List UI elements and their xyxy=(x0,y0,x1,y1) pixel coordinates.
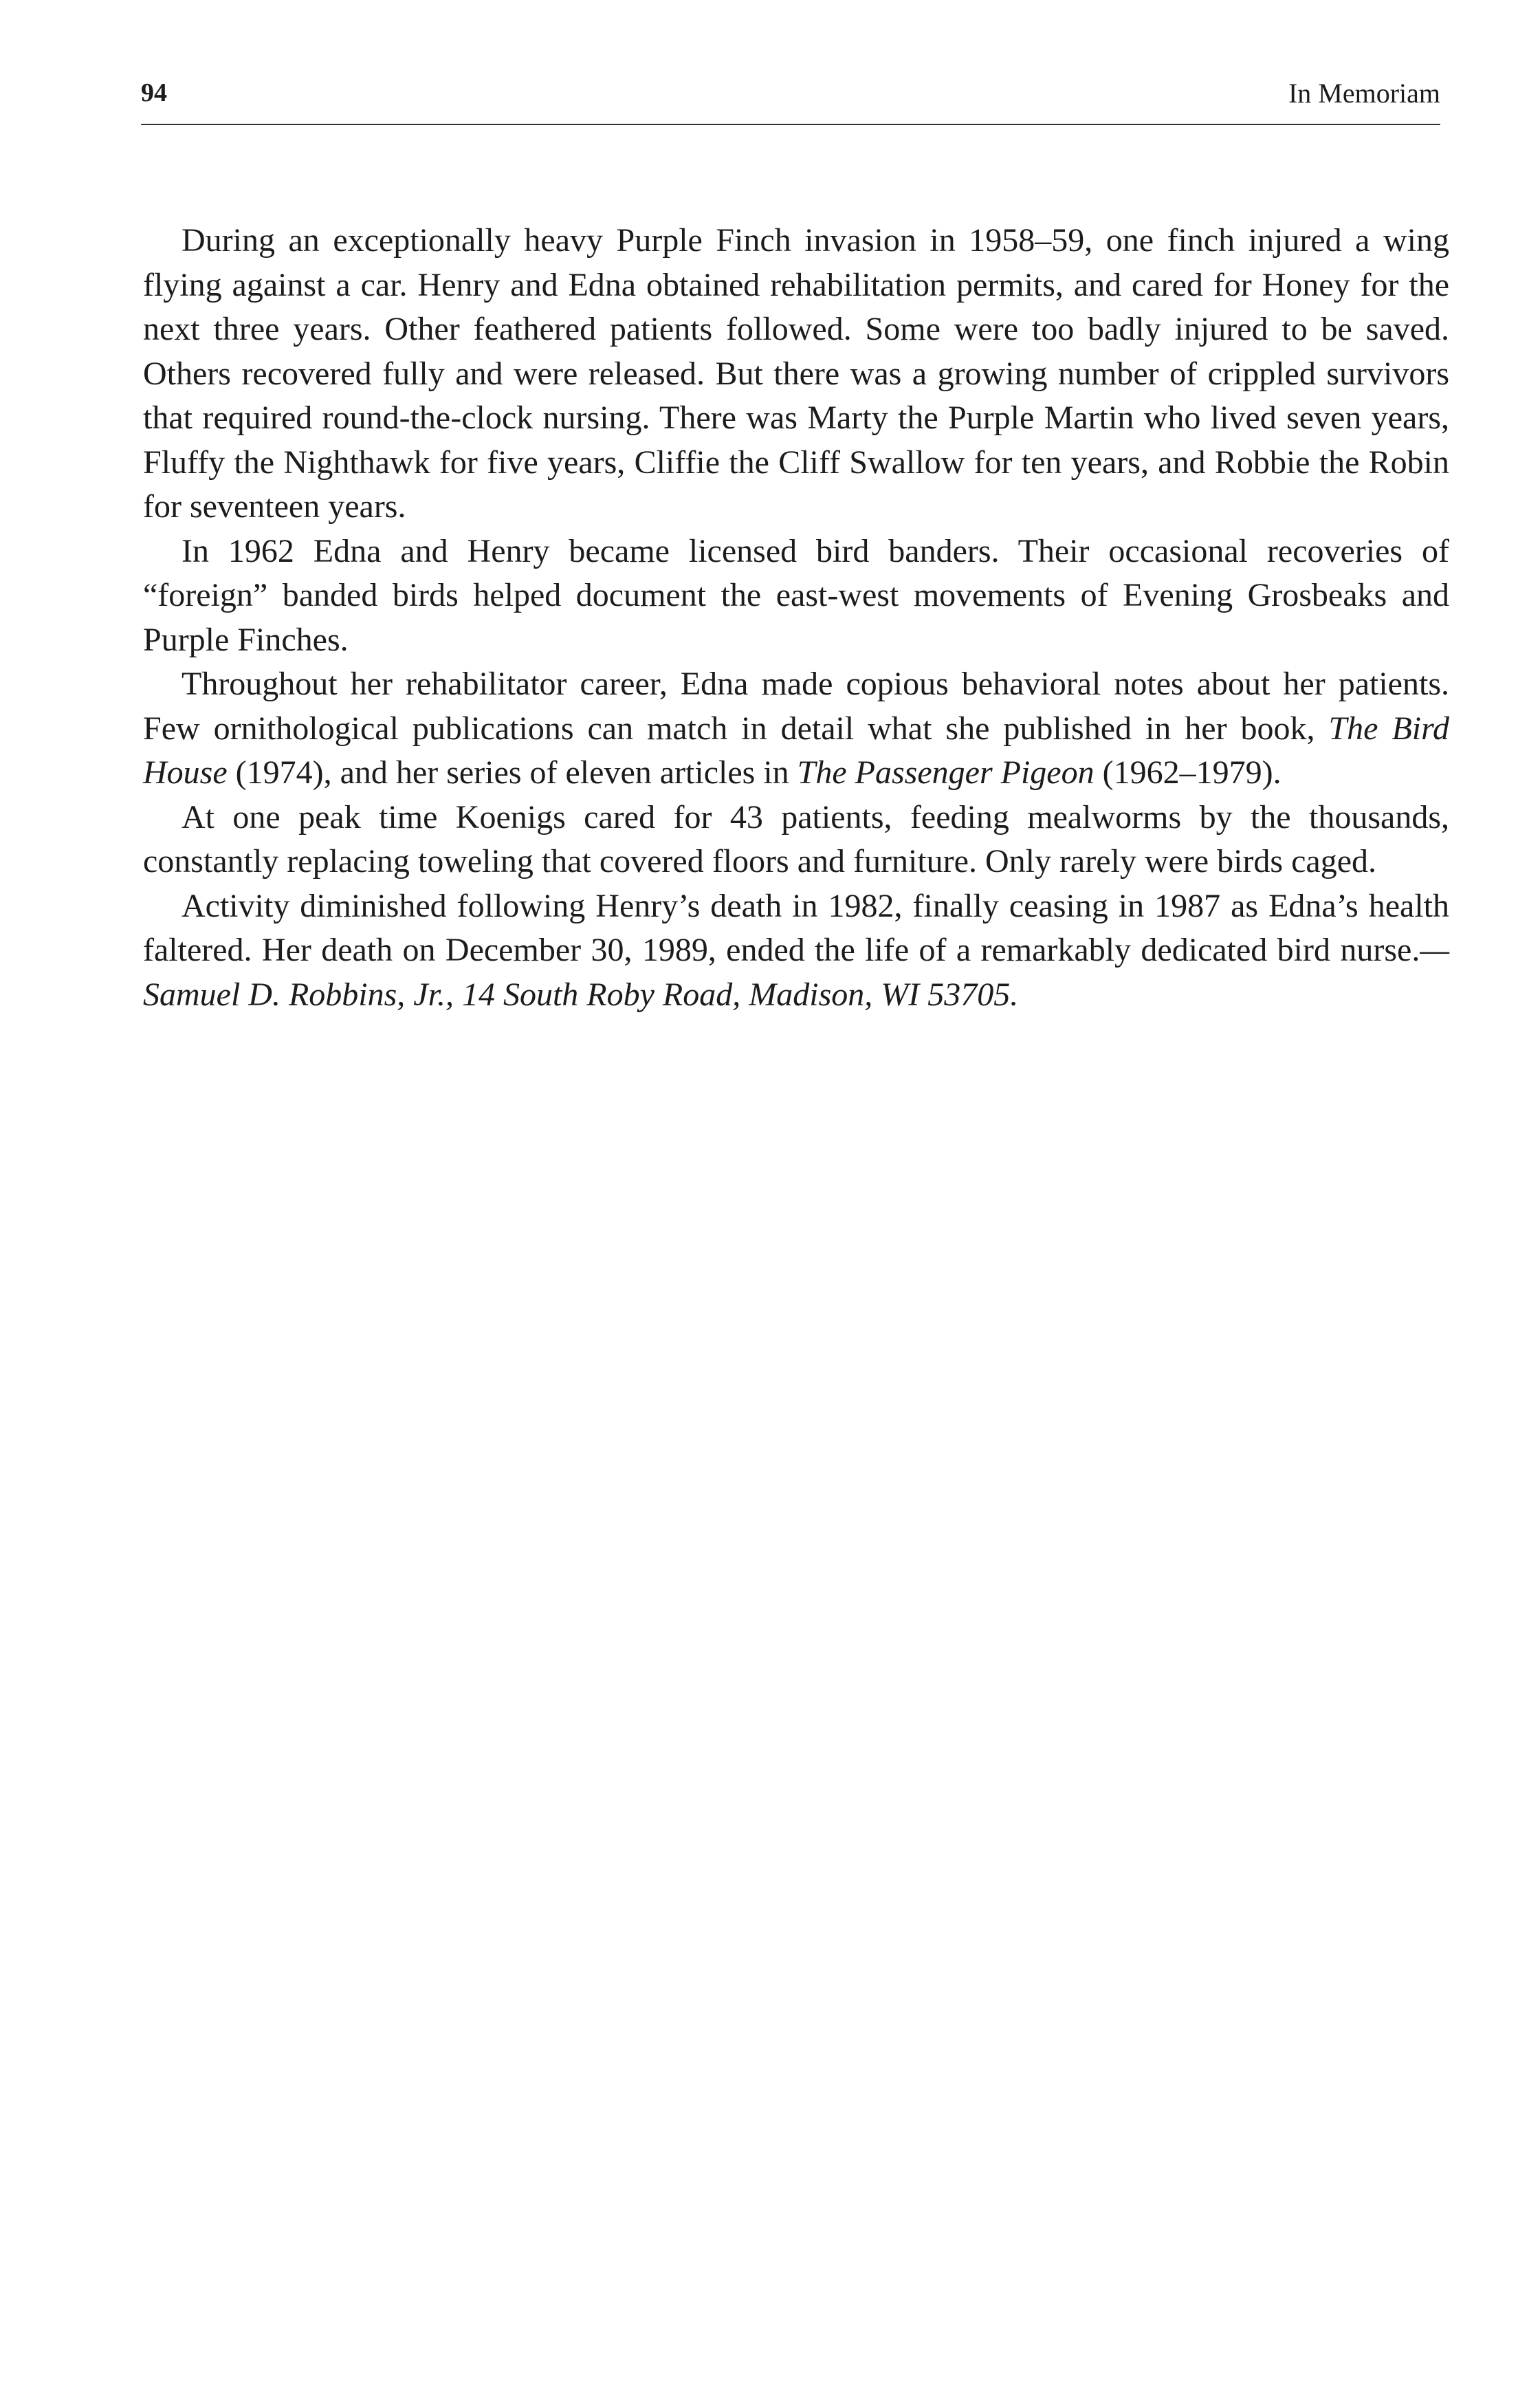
paragraph-publications xyxy=(143,662,1449,796)
running-header xyxy=(141,74,1440,125)
paragraph-patients: At one peak time Koenigs cared for 43 patients, feeding mealworms by the thousands, constantly replacing toweling that covered floors and furniture. Only rarely were birds caged. xyxy=(143,798,1449,879)
book-title: The Bird House xyxy=(143,710,1449,791)
paragraph-closing xyxy=(143,884,1449,1018)
paragraph-banding: In 1962 Edna and Henry became licensed bird banders. Their occasional recoveries of “foreign” banded birds helped document the east-west movements of Evening Grosbeaks and Purple Finches. xyxy=(143,532,1449,658)
publications-text-end: (1962–1979). xyxy=(1094,754,1282,791)
publications-text-start: Throughout her rehabilitator career, Edna made copious behavioral notes about her patients. Few ornithological publications can match in detail what she published in her book, xyxy=(143,666,1449,747)
memorial-article xyxy=(143,219,1449,1017)
author-signature: —Samuel D. Robbins, Jr., 14 South Roby Road, Madison, WI 53705. xyxy=(143,932,1449,1013)
publications-text-middle: (1974), and her series of eleven articles in xyxy=(227,754,798,791)
page-number: 94 xyxy=(141,78,167,107)
closing-text: Activity diminished following Henry’s death in 1982, finally ceasing in 1987 as Edna’s health faltered. Her death on December 30, 1989, ended the life of a remarkably dedicated bird nurse. xyxy=(143,887,1449,968)
journal-title: The Passenger Pigeon xyxy=(797,754,1094,791)
paragraph-rehabilitation: During an exceptionally heavy Purple Finch invasion in 1958–59, one finch injured a wing flying against a car. Henry and Edna obtained rehabilitation permits, and cared for Honey for the next three years. Other feathered patients followed. Some were too badly injured to be saved. Others recovered fully and were released. But there was a growing number of crippled survivors that required round-the-clock nursing. There was Marty the Purple Martin who lived seven years, Fluffy the Nighthawk for five years, Cliffie the Cliff Swallow for ten years, and Robbie the Robin for seventeen years. xyxy=(143,222,1449,525)
running-title: In Memoriam xyxy=(1288,78,1440,109)
